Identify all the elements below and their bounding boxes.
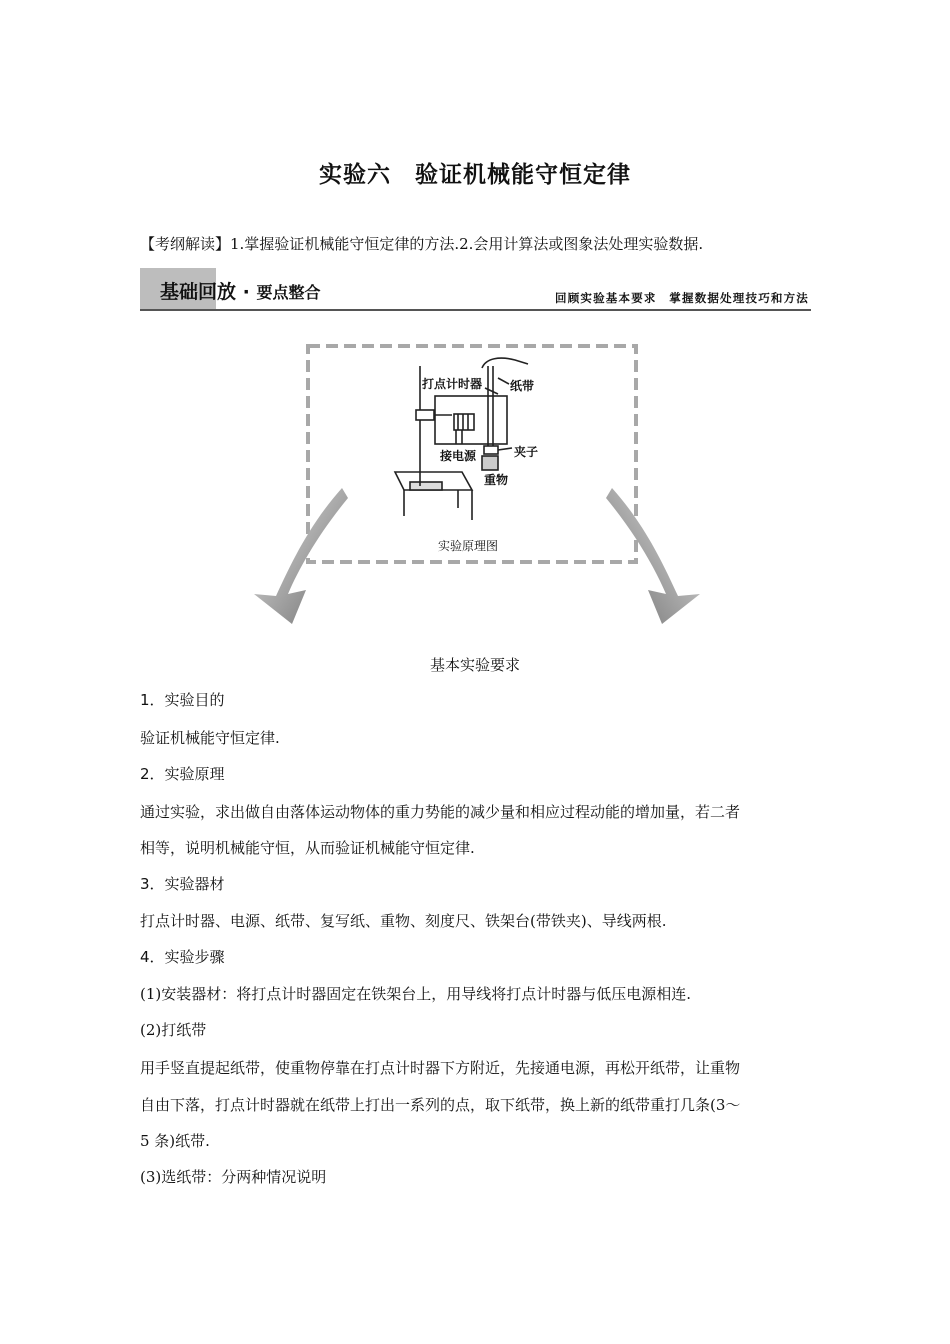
label-timer: 打点计时器	[422, 377, 483, 391]
experiment-figure	[230, 336, 720, 636]
step-1: (1)安装器材：将打点计时器固定在铁架台上，用导线将打点计时器与低压电源相连.	[140, 985, 692, 1003]
figure-caption: 实验原理图	[437, 539, 499, 553]
arrow-left-icon	[254, 488, 348, 624]
para-principle-1: 通过实验，求出做自由落体运动物体的重力势能的减少量和相应过程动能的增加量，若二者	[140, 803, 741, 821]
banner-rule	[140, 309, 811, 311]
para-equipment: 打点计时器、电源、纸带、复写纸、重物、刻度尺、铁架台(带铁夹)、导线两根.	[140, 912, 667, 930]
label-clip: 夹子	[514, 445, 539, 459]
para-purpose: 验证机械能守恒定律.	[140, 729, 280, 747]
banner-title	[160, 277, 321, 304]
step-2-line-1: 用手竖直提起纸带，使重物停靠在打点计时器下方附近，先接通电源，再松开纸带，让重物	[140, 1059, 741, 1077]
section-heading: 基本实验要求	[429, 656, 520, 674]
banner-subtitle: 回顾实验基本要求 掌握数据处理技巧和方法	[555, 291, 809, 305]
heading-purpose: 1．实验目的	[140, 691, 225, 709]
arrow-right-icon	[606, 488, 700, 624]
banner-dot: ·	[242, 281, 250, 303]
step-3-title: (3)选纸带：分两种情况说明	[140, 1168, 327, 1186]
step-2-line-3: 5 条)纸带.	[140, 1132, 210, 1150]
heading-principle: 2．实验原理	[140, 765, 225, 783]
heading-equipment: 3．实验器材	[140, 875, 225, 893]
label-weight: 重物	[484, 473, 509, 487]
para-principle-2: 相等，说明机械能守恒，从而验证机械能守恒定律.	[140, 839, 475, 857]
section-banner	[140, 268, 811, 312]
heading-steps: 4．实验步骤	[140, 948, 225, 966]
label-power: 接电源	[440, 449, 477, 463]
label-tape: 纸带	[510, 379, 535, 393]
page-title: 实验六 验证机械能守恒定律	[319, 162, 631, 188]
syllabus-note: 【考纲解读】1.掌握验证机械能守恒定律的方法.2.会用计算法或图象法处理实验数据.	[140, 235, 704, 253]
banner-sub: 要点整合	[256, 283, 321, 302]
step-2-title: (2)打纸带	[140, 1021, 207, 1039]
banner-main: 基础回放	[160, 281, 237, 303]
step-2-line-2: 自由下落，打点计时器就在纸带上打出一系列的点，取下纸带，换上新的纸带重打几条(3～	[140, 1096, 741, 1114]
